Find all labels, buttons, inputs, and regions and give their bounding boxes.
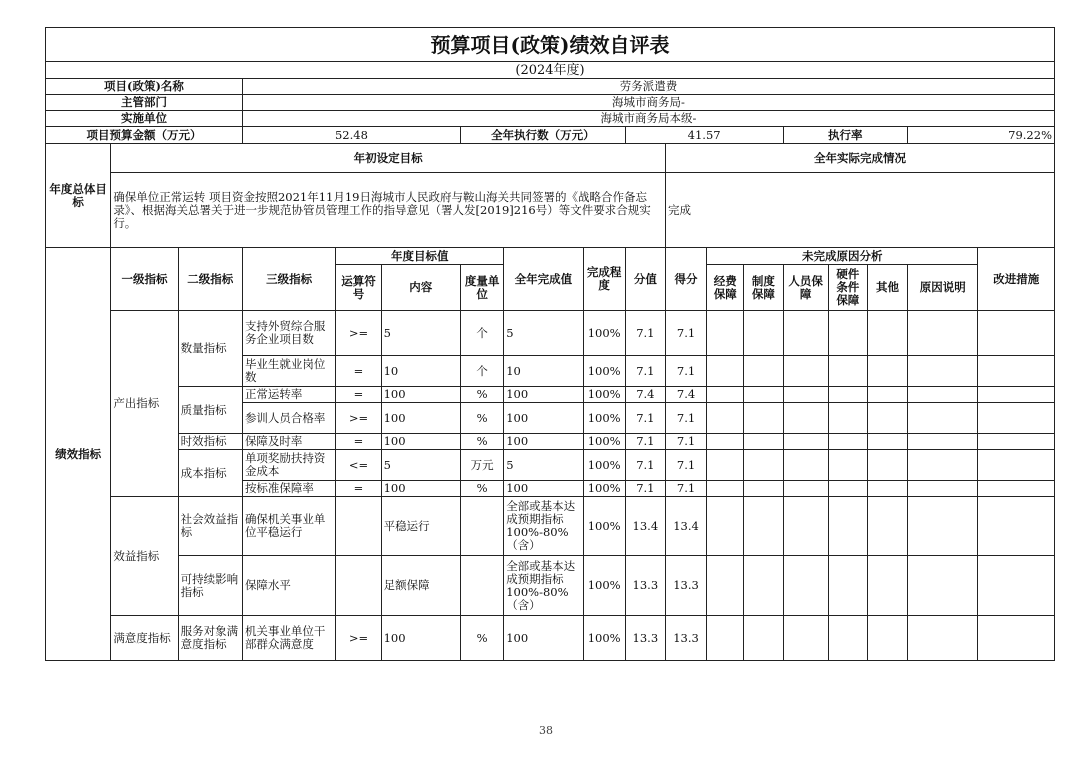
indicator-actual: 100 [504,434,583,450]
header-reason-system: 制度保障 [744,265,783,311]
indicator-name: 保障及时率 [242,434,335,450]
indicator-unit: % [460,434,503,450]
blank-cell [908,356,978,387]
blank-cell [908,311,978,356]
indicator-name: 正常运转率 [242,387,335,403]
level2-timeliness: 时效指标 [178,434,242,450]
header-level1: 一级指标 [111,248,178,311]
header-content: 内容 [381,265,460,311]
indicator-actual: 全部或基本达成预期指标100%-80%（含） [504,497,583,556]
blank-cell [744,311,783,356]
indicator-value: 7.1 [625,481,665,497]
indicator-actual: 5 [504,450,583,481]
blank-cell [783,434,828,450]
goal-set-text: 确保单位正常运转 项目资金按照2021年11月19日海城市人民政府与鞍山海关共同签署的《战略合作备忘录》、根据海关总署关于进一步规范协管员管理工作的指导意见（署人发[2019]216号）等文件要求合规实行。 [111,173,666,248]
goal-actual-header: 全年实际完成情况 [665,144,1054,173]
indicator-value: 7.1 [625,311,665,356]
blank-cell [707,311,744,356]
budget-label: 项目预算金额（万元） [46,127,243,144]
indicator-degree: 100% [583,450,625,481]
header-score-value: 分值 [625,248,665,311]
indicator-name: 单项奖励扶持资金成本 [242,450,335,481]
unit-label: 实施单位 [46,111,243,127]
exec-label: 全年执行数（万元） [460,127,625,144]
blank-cell [978,356,1055,387]
level1-output: 产出指标 [111,311,178,497]
indicator-actual: 100 [504,481,583,497]
indicator-operator: <= [336,450,381,481]
self-evaluation-table [45,27,1055,661]
dept-label: 主管部门 [46,95,243,111]
blank-cell [908,616,978,661]
header-actual: 全年完成值 [504,248,583,311]
header-target-group: 年度目标值 [336,248,504,265]
indicator-unit [460,556,503,616]
indicator-unit: % [460,481,503,497]
blank-cell [978,556,1055,616]
page-number: 38 [539,724,553,737]
indicator-score: 7.1 [665,481,706,497]
indicator-score: 7.1 [665,311,706,356]
level1-benefit: 效益指标 [111,497,178,616]
indicator-content: 5 [381,450,460,481]
blank-cell [707,387,744,403]
form-year: (2024年度) [46,62,1055,79]
indicator-actual: 100 [504,403,583,434]
indicator-score: 13.3 [665,556,706,616]
indicator-unit: % [460,616,503,661]
header-score: 得分 [665,248,706,311]
level2-service: 服务对象满意度指标 [178,616,242,661]
blank-cell [744,387,783,403]
indicator-name: 机关事业单位干部群众满意度 [242,616,335,661]
blank-cell [978,497,1055,556]
header-level2: 二级指标 [178,248,242,311]
blank-cell [744,356,783,387]
blank-cell [744,556,783,616]
blank-cell [707,356,744,387]
blank-cell [828,311,867,356]
indicator-operator: = [336,481,381,497]
indicator-value: 7.1 [625,356,665,387]
blank-cell [908,481,978,497]
project-name-label: 项目(政策)名称 [46,79,243,95]
indicator-degree: 100% [583,311,625,356]
indicator-content: 5 [381,311,460,356]
level1-satisfaction: 满意度指标 [111,616,178,661]
indicator-name: 参训人员合格率 [242,403,335,434]
unit-value: 海城市商务局本级- [242,111,1054,127]
blank-cell [867,481,907,497]
indicator-degree: 100% [583,481,625,497]
level2-sustain: 可持续影响指标 [178,556,242,616]
blank-cell [783,450,828,481]
exec-value: 41.57 [625,127,783,144]
indicator-name: 保障水平 [242,556,335,616]
indicator-operator: >= [336,311,381,356]
header-level3: 三级指标 [242,248,335,311]
indicator-name: 毕业生就业岗位数 [242,356,335,387]
project-name-value: 劳务派遣费 [242,79,1054,95]
blank-cell [744,481,783,497]
indicator-degree: 100% [583,434,625,450]
blank-cell [828,434,867,450]
indicator-unit: 万元 [460,450,503,481]
header-unit: 度量单位 [460,265,503,311]
indicator-operator: >= [336,403,381,434]
blank-cell [828,497,867,556]
blank-cell [707,434,744,450]
blank-cell [783,616,828,661]
indicator-score: 13.4 [665,497,706,556]
indicator-actual: 5 [504,311,583,356]
blank-cell [783,481,828,497]
header-reason-funding: 经费保障 [707,265,744,311]
blank-cell [867,497,907,556]
blank-cell [707,481,744,497]
blank-cell [783,556,828,616]
indicator-name: 按标准保障率 [242,481,335,497]
blank-cell [867,434,907,450]
indicator-value: 7.4 [625,387,665,403]
indicator-content: 100 [381,481,460,497]
indicator-degree: 100% [583,403,625,434]
indicator-value: 13.3 [625,556,665,616]
indicator-score: 13.3 [665,616,706,661]
indicator-unit: % [460,387,503,403]
indicator-unit: 个 [460,311,503,356]
header-operator: 运算符号 [336,265,381,311]
indicator-unit [460,497,503,556]
blank-cell [783,497,828,556]
indicator-operator: = [336,356,381,387]
indicator-unit: % [460,403,503,434]
form-title: 预算项目(政策)绩效自评表 [46,28,1055,62]
level2-cost: 成本指标 [178,450,242,497]
blank-cell [744,450,783,481]
header-reason-hardware: 硬件条件保障 [828,265,867,311]
blank-cell [744,497,783,556]
blank-cell [978,311,1055,356]
header-degree: 完成程度 [583,248,625,311]
header-improve: 改进措施 [978,248,1055,311]
blank-cell [867,450,907,481]
indicator-content: 100 [381,616,460,661]
header-reason-staff: 人员保障 [783,265,828,311]
blank-cell [707,403,744,434]
indicator-degree: 100% [583,387,625,403]
blank-cell [908,497,978,556]
goal-set-header: 年初设定目标 [111,144,666,173]
header-reason-explain: 原因说明 [908,265,978,311]
goal-section-label: 年度总体目标 [46,144,111,248]
blank-cell [828,616,867,661]
blank-cell [828,556,867,616]
indicator-value: 13.4 [625,497,665,556]
indicator-score: 7.1 [665,356,706,387]
indicator-name: 确保机关事业单位平稳运行 [242,497,335,556]
blank-cell [783,311,828,356]
indicator-degree: 100% [583,356,625,387]
blank-cell [978,481,1055,497]
blank-cell [707,497,744,556]
indicator-actual: 100 [504,616,583,661]
blank-cell [783,356,828,387]
indicator-operator: = [336,434,381,450]
blank-cell [908,403,978,434]
blank-cell [744,616,783,661]
indicator-value: 7.1 [625,403,665,434]
blank-cell [828,403,867,434]
header-reason-group: 未完成原因分析 [707,248,978,265]
indicator-operator [336,556,381,616]
blank-cell [828,450,867,481]
blank-cell [908,450,978,481]
blank-cell [908,387,978,403]
header-reason-other: 其他 [867,265,907,311]
perf-label: 绩效指标 [46,248,111,661]
blank-cell [744,434,783,450]
indicator-actual: 100 [504,387,583,403]
indicator-actual: 全部或基本达成预期指标100%-80%（含） [504,556,583,616]
blank-cell [707,556,744,616]
blank-cell [867,356,907,387]
blank-cell [867,403,907,434]
indicator-operator [336,497,381,556]
indicator-value: 7.1 [625,434,665,450]
indicator-degree: 100% [583,556,625,616]
indicator-actual: 10 [504,356,583,387]
blank-cell [828,356,867,387]
blank-cell [744,403,783,434]
blank-cell [978,403,1055,434]
indicator-value: 7.1 [625,450,665,481]
blank-cell [978,616,1055,661]
indicator-content: 足额保障 [381,556,460,616]
indicator-content: 100 [381,387,460,403]
indicator-name: 支持外贸综合服务企业项目数 [242,311,335,356]
blank-cell [978,450,1055,481]
level2-quantity: 数量指标 [178,311,242,387]
blank-cell [867,311,907,356]
indicator-operator: >= [336,616,381,661]
blank-cell [867,556,907,616]
level2-social: 社会效益指标 [178,497,242,556]
indicator-content: 平稳运行 [381,497,460,556]
rate-label: 执行率 [783,127,908,144]
blank-cell [908,556,978,616]
indicator-value: 13.3 [625,616,665,661]
indicator-score: 7.4 [665,387,706,403]
blank-cell [908,434,978,450]
indicator-degree: 100% [583,616,625,661]
blank-cell [707,616,744,661]
indicator-score: 7.1 [665,450,706,481]
indicator-content: 100 [381,403,460,434]
blank-cell [783,387,828,403]
blank-cell [828,481,867,497]
blank-cell [828,387,867,403]
indicator-score: 7.1 [665,403,706,434]
goal-actual-text: 完成 [665,173,1054,248]
indicator-operator: = [336,387,381,403]
level2-quality: 质量指标 [178,387,242,434]
dept-value: 海城市商务局- [242,95,1054,111]
budget-value: 52.48 [242,127,460,144]
indicator-content: 100 [381,434,460,450]
rate-value: 79.22% [908,127,1055,144]
blank-cell [978,387,1055,403]
indicator-unit: 个 [460,356,503,387]
indicator-content: 10 [381,356,460,387]
blank-cell [867,616,907,661]
blank-cell [978,434,1055,450]
indicator-degree: 100% [583,497,625,556]
blank-cell [783,403,828,434]
blank-cell [707,450,744,481]
blank-cell [867,387,907,403]
indicator-score: 7.1 [665,434,706,450]
